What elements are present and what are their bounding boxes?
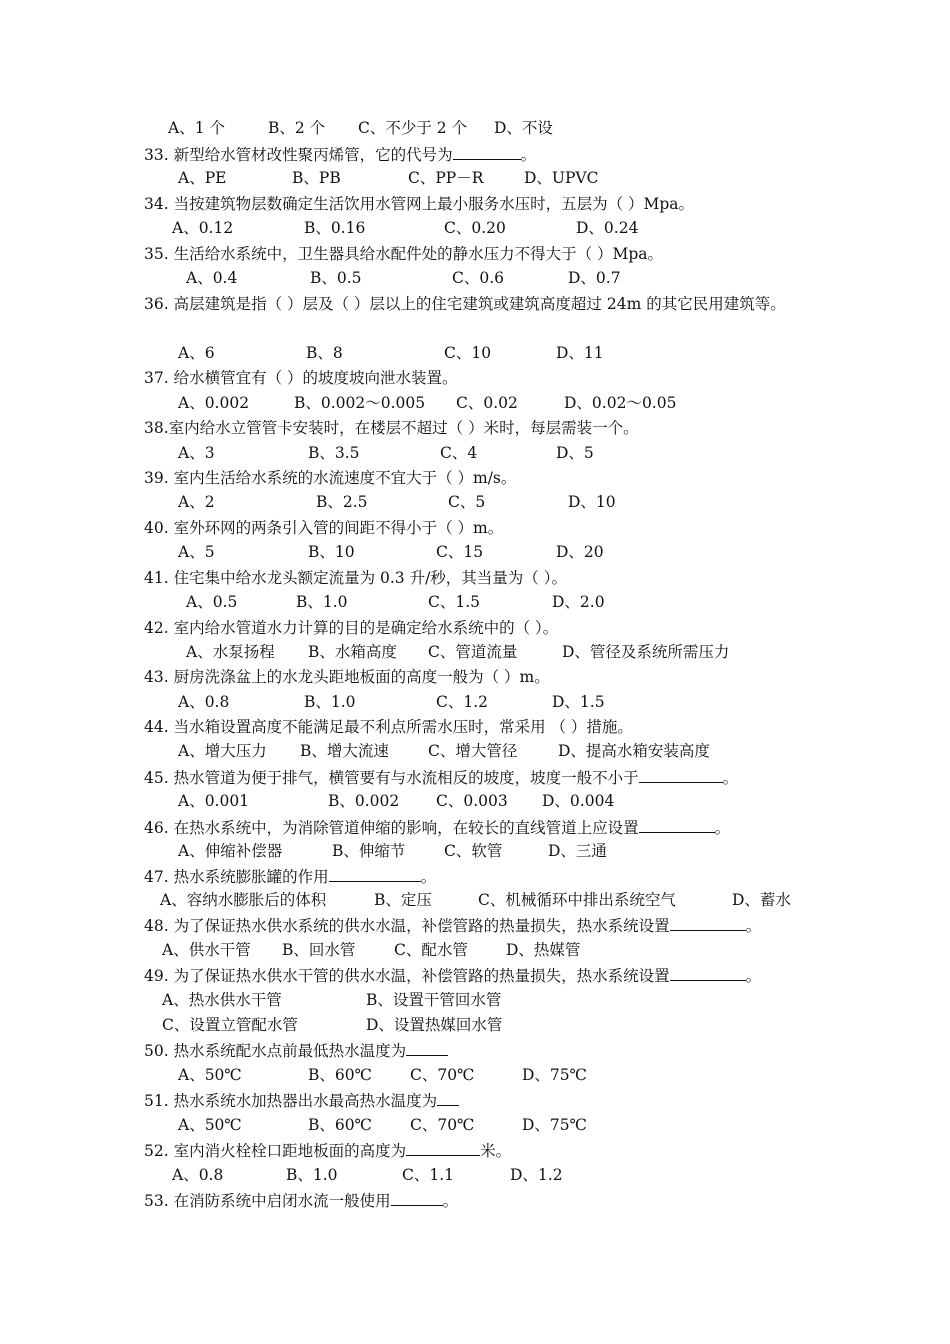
question-stem: 39. 室内生活给水系统的水流速度不宜大于（ ）m/s。 bbox=[144, 469, 517, 487]
answer-option: D、2.0 bbox=[552, 593, 605, 611]
answer-option: D、蓄水 bbox=[732, 891, 791, 909]
answer-option: A、3 bbox=[178, 444, 215, 462]
answer-blank[interactable] bbox=[391, 1188, 443, 1206]
question-stem: 45. 热水管道为便于排气，横管要有与水流相反的坡度，坡度一般不小于 bbox=[144, 769, 639, 787]
answer-option: C、70℃ bbox=[410, 1116, 475, 1134]
question-stem: 50. 热水系统配水点前最低热水温度为 bbox=[144, 1042, 407, 1060]
answer-option: D、三通 bbox=[548, 842, 607, 860]
answer-option: A、伸缩补偿器 bbox=[178, 842, 283, 860]
question-suffix: 。 bbox=[745, 967, 762, 985]
question-text bbox=[144, 963, 812, 989]
answer-option: A、0.12 bbox=[172, 219, 234, 237]
question-text bbox=[144, 815, 812, 841]
answer-option: B、定压 bbox=[374, 891, 432, 909]
question-stem: 51. 热水系统水加热器出水最高热水温度为 bbox=[144, 1092, 438, 1110]
answer-option: B、设置干管回水管 bbox=[366, 991, 502, 1009]
answer-option: C、不少于 2 个 bbox=[358, 119, 468, 137]
answer-option: C、15 bbox=[436, 543, 484, 561]
answer-option: D、0.02～0.05 bbox=[564, 394, 677, 412]
answer-blank[interactable] bbox=[639, 815, 715, 833]
question-text bbox=[144, 366, 812, 391]
question-stem: 35. 生活给水系统中，卫生器具给水配件处的静水压力不得大于（ ）Mpa。 bbox=[144, 245, 664, 263]
answer-option: D、管径及系统所需压力 bbox=[562, 643, 730, 661]
answer-option: C、0.6 bbox=[452, 269, 505, 287]
answer-option: A、2 bbox=[178, 493, 215, 511]
answer-option: B、2 个 bbox=[268, 119, 326, 137]
answer-option: B、1.0 bbox=[286, 1166, 338, 1184]
question-suffix: 。 bbox=[520, 146, 537, 164]
question-suffix: 米。 bbox=[480, 1142, 512, 1160]
answer-option: A、50℃ bbox=[178, 1066, 242, 1084]
answer-blank[interactable] bbox=[670, 913, 746, 931]
answer-option: D、75℃ bbox=[522, 1066, 587, 1084]
answer-option: A、增大压力 bbox=[178, 742, 267, 760]
answer-option: D、0.24 bbox=[576, 219, 639, 237]
answer-option: B、1.0 bbox=[304, 693, 356, 711]
answer-option: A、0.8 bbox=[178, 693, 230, 711]
answer-option: B、60℃ bbox=[308, 1066, 372, 1084]
answer-blank[interactable] bbox=[670, 963, 746, 981]
answer-option: C、0.003 bbox=[436, 792, 508, 810]
answer-option: A、6 bbox=[178, 344, 215, 362]
answer-option: D、1.5 bbox=[552, 693, 605, 711]
answer-option: D、20 bbox=[556, 543, 604, 561]
answer-option: A、水泵扬程 bbox=[186, 643, 275, 661]
answer-blank[interactable] bbox=[406, 1138, 480, 1156]
answer-option: C、4 bbox=[440, 444, 478, 462]
question-stem: 36. 高层建筑是指（ ）层及（ ）层以上的住宅建筑或建筑高度超过 24m 的其它民用建筑等。 bbox=[144, 295, 786, 313]
question-stem: 41. 住宅集中给水龙头额定流量为 0.3 升/秒，其当量为（ ）。 bbox=[144, 569, 567, 587]
question-suffix: 。 bbox=[420, 868, 437, 886]
answer-option: C、机械循环中排出系统空气 bbox=[478, 891, 676, 909]
question-suffix: 。 bbox=[722, 769, 739, 787]
question-suffix: 。 bbox=[745, 917, 762, 935]
question-stem: 44. 当水箱设置高度不能满足最不利点所需水压时，常采用 （ ）措施。 bbox=[144, 718, 633, 736]
answer-option: D、10 bbox=[568, 493, 616, 511]
answer-option: D、UPVC bbox=[524, 169, 599, 187]
question-stem: 48. 为了保证热水供水系统的供水水温，补偿管路的热量损失，热水系统设置 bbox=[144, 917, 670, 935]
answer-option: D、不设 bbox=[494, 119, 553, 137]
answer-option: C、1.2 bbox=[436, 693, 489, 711]
question-stem: 43. 厨房洗涤盆上的水龙头距地板面的高度一般为（ ）m。 bbox=[144, 668, 550, 686]
question-stem: 33. 新型给水管材改性聚丙烯管，它的代号为 bbox=[144, 146, 453, 164]
answer-option: A、PE bbox=[178, 169, 227, 187]
question-text bbox=[144, 1038, 812, 1064]
answer-option: C、70℃ bbox=[410, 1066, 475, 1084]
question-text bbox=[144, 192, 812, 217]
answer-option: B、10 bbox=[308, 543, 355, 561]
answer-option: B、0.16 bbox=[304, 219, 366, 237]
answer-option: D、0.004 bbox=[542, 792, 615, 810]
answer-option: D、1.2 bbox=[510, 1166, 563, 1184]
question-text bbox=[144, 1188, 812, 1214]
question-text bbox=[144, 292, 812, 317]
answer-blank[interactable] bbox=[453, 142, 521, 160]
answer-option: C、增大管径 bbox=[428, 742, 518, 760]
question-stem: 47. 热水系统膨胀罐的作用 bbox=[144, 868, 329, 886]
answer-option: B、水箱高度 bbox=[308, 643, 397, 661]
question-stem: 53. 在消防系统中启闭水流一般使用 bbox=[144, 1192, 391, 1210]
question-stem: 52. 室内消火栓栓口距地板面的高度为 bbox=[144, 1142, 407, 1160]
answer-option: C、5 bbox=[448, 493, 486, 511]
answer-option: A、0.002 bbox=[178, 394, 250, 412]
answer-option: C、0.20 bbox=[444, 219, 506, 237]
question-stem: 42. 室内给水管道水力计算的目的是确定给水系统中的（ ）。 bbox=[144, 619, 559, 637]
question-suffix: 。 bbox=[714, 819, 731, 837]
answer-option: C、配水管 bbox=[394, 941, 468, 959]
answer-option: A、0.001 bbox=[178, 792, 250, 810]
question-stem: 34. 当按建筑物层数确定生活饮用水管网上最小服务水压时，五层为（ ）Mpa。 bbox=[144, 195, 695, 213]
answer-blank[interactable] bbox=[329, 864, 421, 882]
question-stem: 46. 在热水系统中，为消除管道伸缩的影响，在较长的直线管道上应设置 bbox=[144, 819, 639, 837]
answer-option: B、增大流速 bbox=[300, 742, 389, 760]
answer-option: A、容纳水膨胀后的体积 bbox=[160, 891, 327, 909]
question-text bbox=[144, 765, 812, 791]
question-stem: 49. 为了保证热水供水干管的供水水温，补偿管路的热量损失，热水系统设置 bbox=[144, 967, 670, 985]
answer-blank[interactable] bbox=[437, 1088, 459, 1106]
question-stem: 37. 给水横管宜有（ ）的坡度坡向泄水装置。 bbox=[144, 369, 458, 387]
answer-option: D、0.7 bbox=[568, 269, 621, 287]
answer-option: B、回水管 bbox=[282, 941, 356, 959]
answer-option: C、软管 bbox=[444, 842, 503, 860]
answer-option: A、0.8 bbox=[172, 1166, 224, 1184]
question-text bbox=[144, 913, 812, 939]
answer-option: A、50℃ bbox=[178, 1116, 242, 1134]
question-text bbox=[144, 1088, 812, 1114]
answer-option: D、11 bbox=[556, 344, 604, 362]
question-suffix: 。 bbox=[442, 1192, 459, 1210]
answer-option: D、热媒管 bbox=[506, 941, 581, 959]
answer-option: B、60℃ bbox=[308, 1116, 372, 1134]
answer-option: B、0.5 bbox=[310, 269, 362, 287]
answer-option: C、设置立管配水管 bbox=[162, 1016, 298, 1034]
answer-option: B、0.002 bbox=[328, 792, 400, 810]
question-stem: 38.室内给水立管管卡安装时，在楼层不超过（ ）米时，每层需装一个。 bbox=[144, 419, 639, 437]
answer-option: A、1 个 bbox=[168, 119, 225, 137]
question-text bbox=[144, 715, 812, 740]
question-text bbox=[144, 1138, 812, 1164]
answer-option: A、0.5 bbox=[186, 593, 238, 611]
answer-option: B、2.5 bbox=[316, 493, 368, 511]
answer-option: B、3.5 bbox=[308, 444, 360, 462]
question-stem: 40. 室外环网的两条引入管的间距不得小于（ ）m。 bbox=[144, 519, 504, 537]
answer-option: C、PP－R bbox=[408, 169, 484, 187]
answer-option: B、PB bbox=[292, 169, 341, 187]
answer-option: B、伸缩节 bbox=[332, 842, 406, 860]
answer-option: D、提高水箱安装高度 bbox=[558, 742, 710, 760]
question-text bbox=[144, 665, 812, 690]
answer-option: D、5 bbox=[556, 444, 594, 462]
answer-option: A、供水干管 bbox=[162, 941, 251, 959]
answer-option: A、5 bbox=[178, 543, 215, 561]
question-text bbox=[144, 864, 812, 890]
answer-blank[interactable] bbox=[406, 1038, 448, 1056]
answer-blank[interactable] bbox=[639, 765, 723, 783]
question-text bbox=[144, 516, 812, 541]
answer-option: C、管道流量 bbox=[428, 643, 518, 661]
question-text bbox=[144, 616, 812, 641]
question-text bbox=[144, 566, 812, 591]
answer-option: C、1.1 bbox=[402, 1166, 455, 1184]
answer-option: A、0.4 bbox=[186, 269, 238, 287]
question-text bbox=[144, 466, 812, 491]
answer-option: A、热水供水干管 bbox=[162, 991, 282, 1009]
answer-option: D、设置热媒回水管 bbox=[366, 1016, 503, 1034]
answer-option: D、75℃ bbox=[522, 1116, 587, 1134]
question-text bbox=[144, 416, 812, 441]
answer-option: B、1.0 bbox=[296, 593, 348, 611]
question-text bbox=[144, 242, 812, 267]
answer-option: B、8 bbox=[306, 344, 343, 362]
answer-option: C、10 bbox=[444, 344, 492, 362]
answer-option: C、1.5 bbox=[428, 593, 481, 611]
answer-option: B、0.002～0.005 bbox=[294, 394, 426, 412]
answer-option: C、0.02 bbox=[456, 394, 518, 412]
question-text bbox=[144, 142, 812, 168]
